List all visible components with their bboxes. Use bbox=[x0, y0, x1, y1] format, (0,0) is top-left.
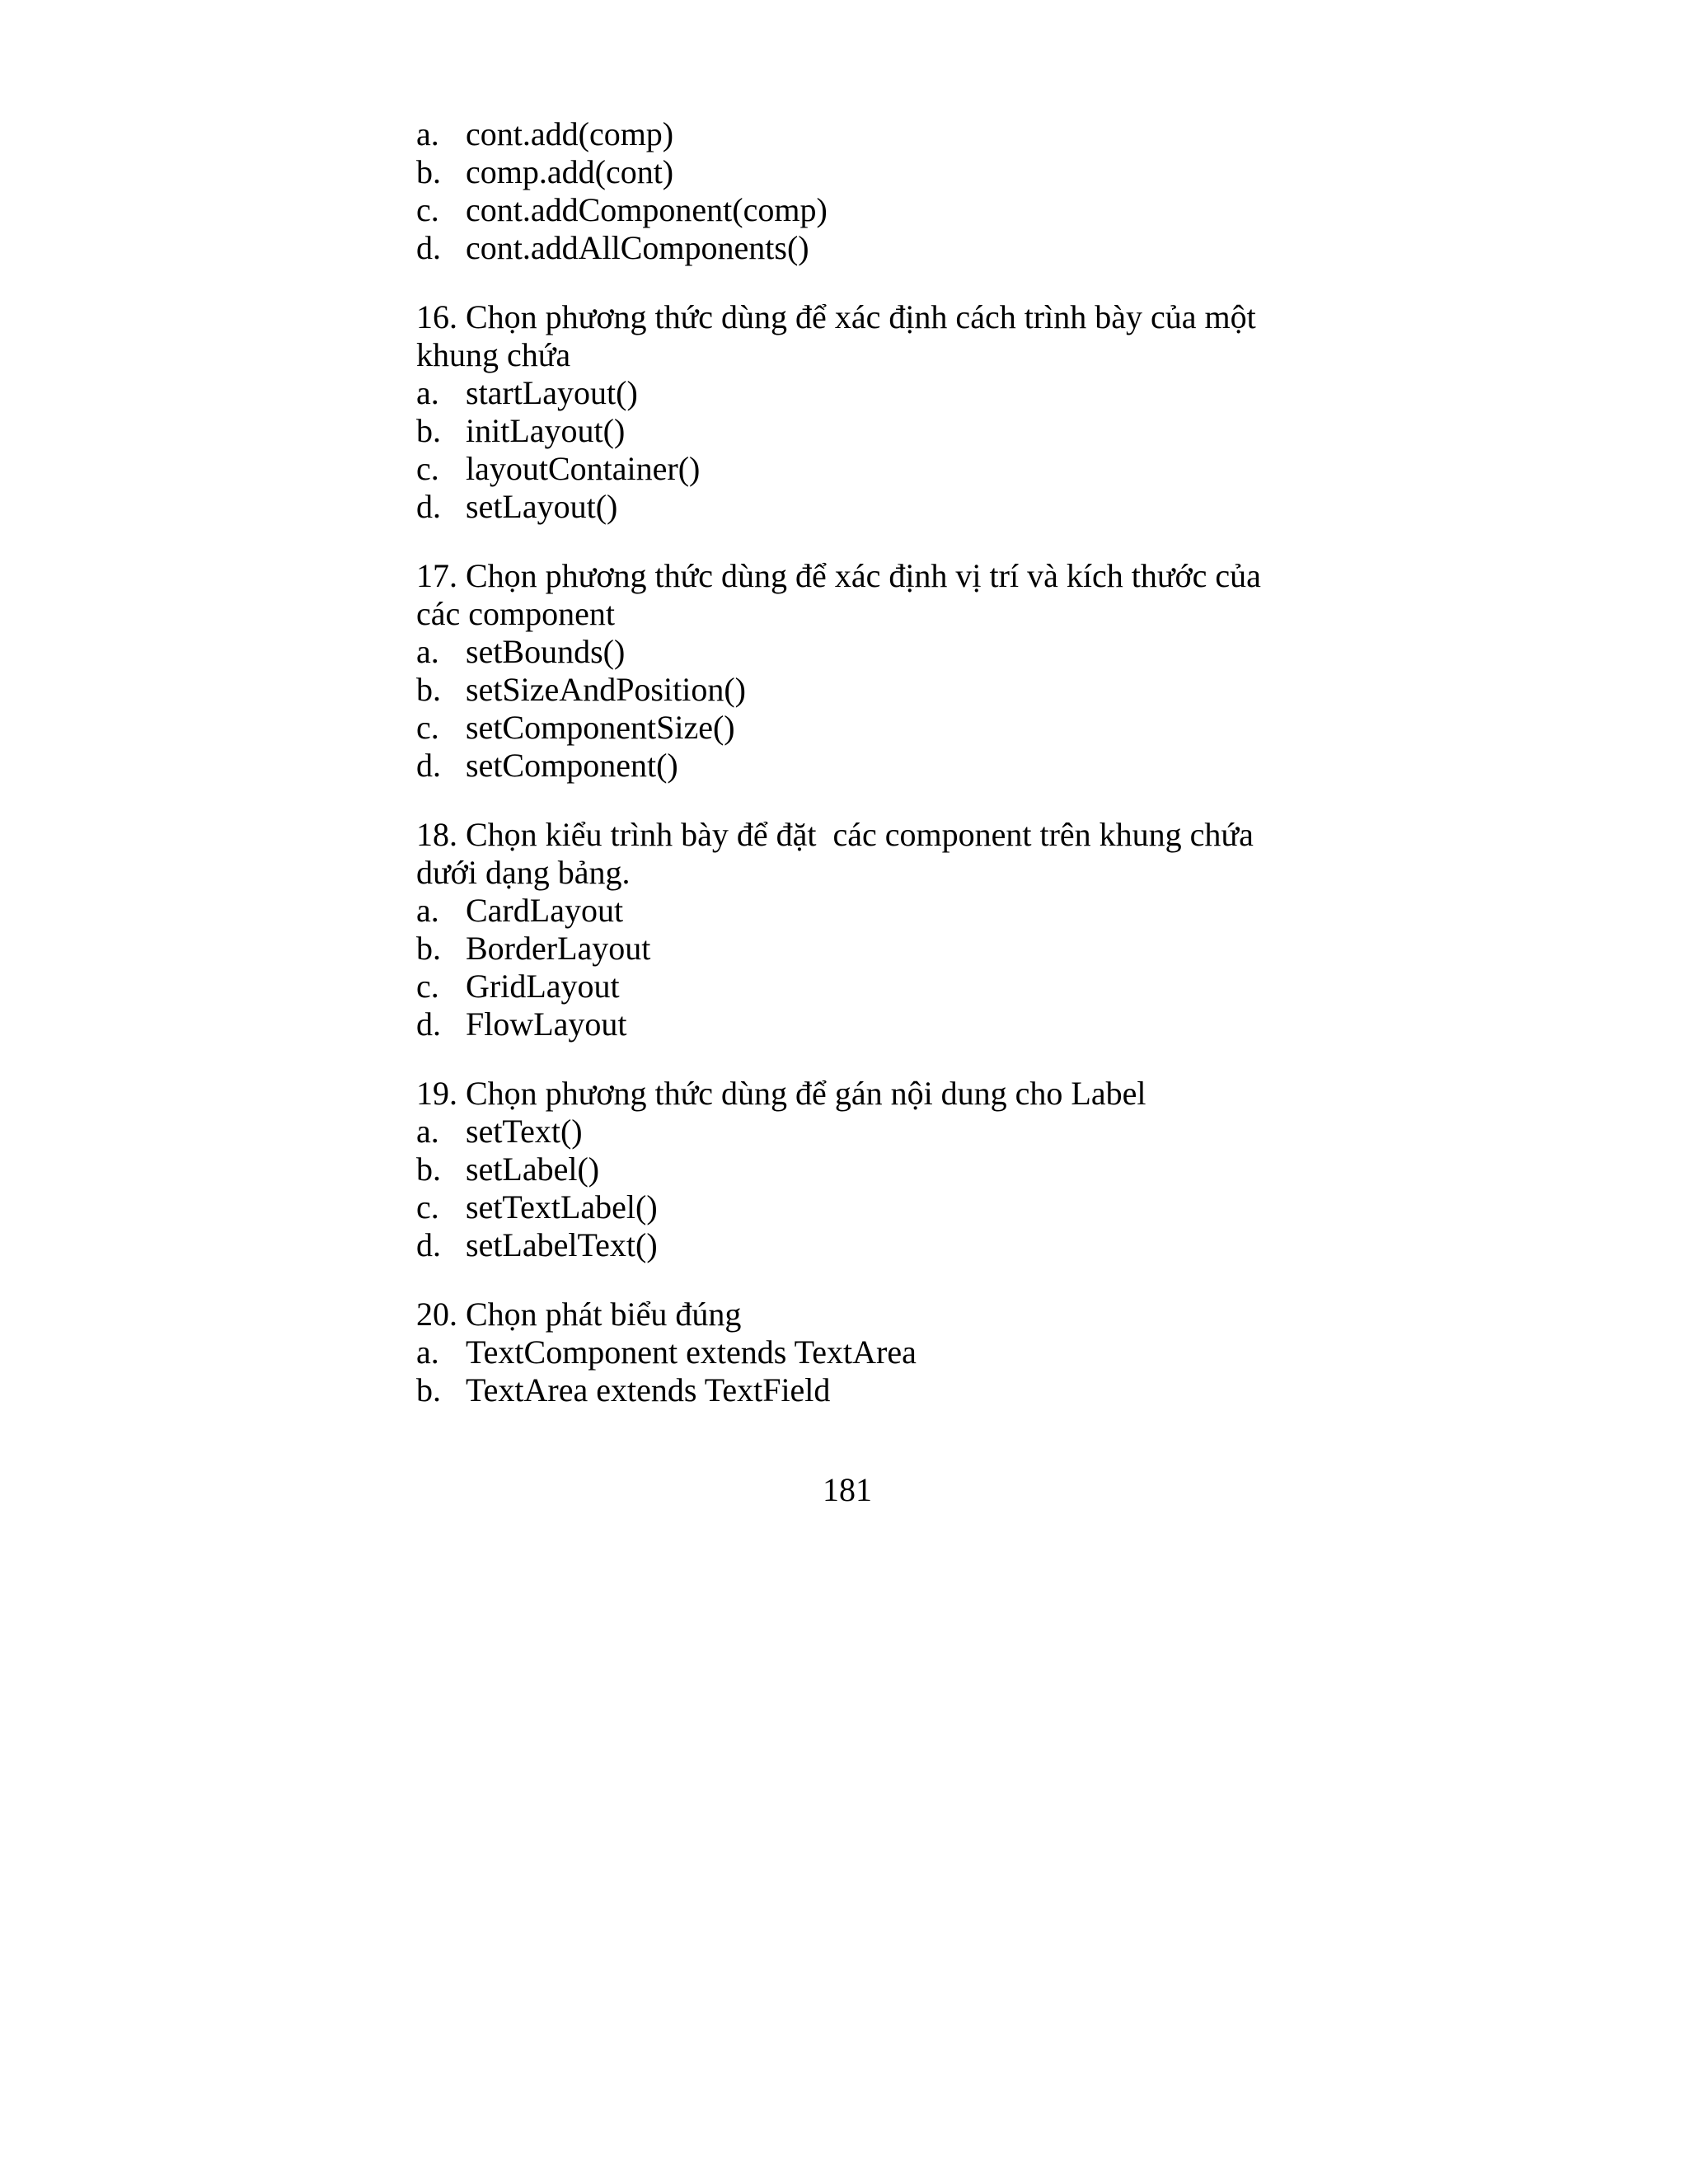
question-title-cont: dưới dạng bảng. bbox=[416, 854, 631, 891]
option-text: setText() bbox=[466, 1113, 583, 1150]
question-19 bbox=[416, 1075, 1282, 1264]
question-title: 20. Chọn phát biểu đúng bbox=[416, 1296, 742, 1333]
option-item bbox=[416, 1226, 1282, 1264]
option-item bbox=[416, 1188, 1282, 1226]
option-text: setLayout() bbox=[466, 488, 618, 525]
question-title: 18. Chọn kiểu trình bày để đặt các component trên khung chứa bbox=[416, 816, 1254, 853]
option-letter: b. bbox=[416, 153, 441, 190]
option-text: cont.addComponent(comp) bbox=[466, 191, 828, 228]
option-text: setBounds() bbox=[466, 633, 626, 670]
question-title: 19. Chọn phương thức dùng để gán nội dung cho Label bbox=[416, 1075, 1146, 1112]
question-20 bbox=[416, 1296, 1282, 1409]
option-text: BorderLayout bbox=[466, 930, 651, 967]
option-item bbox=[416, 229, 1282, 267]
option-item bbox=[416, 709, 1282, 747]
option-text: cont.add(comp) bbox=[466, 115, 674, 152]
option-item bbox=[416, 892, 1282, 930]
question-16 bbox=[416, 298, 1282, 526]
option-letter: d. bbox=[416, 747, 441, 784]
option-text: setSizeAndPosition() bbox=[466, 671, 746, 708]
question-18 bbox=[416, 816, 1282, 1043]
question-17 bbox=[416, 557, 1282, 785]
option-letter: b. bbox=[416, 930, 441, 967]
option-text: comp.add(cont) bbox=[466, 153, 674, 190]
option-text: setLabel() bbox=[466, 1151, 600, 1188]
option-text: layoutContainer() bbox=[466, 450, 701, 487]
option-text: cont.addAllComponents() bbox=[466, 229, 809, 266]
option-letter: d. bbox=[416, 1226, 441, 1263]
option-item bbox=[416, 633, 1282, 671]
question-title: 17. Chọn phương thức dùng để xác định vị trí và kích thước của bbox=[416, 557, 1261, 594]
option-letter: a. bbox=[416, 1333, 439, 1371]
option-text: GridLayout bbox=[466, 968, 620, 1005]
option-text: setComponent() bbox=[466, 747, 678, 784]
option-letter: a. bbox=[416, 1113, 439, 1150]
option-item bbox=[416, 1005, 1282, 1043]
option-item bbox=[416, 191, 1282, 229]
option-text: startLayout() bbox=[466, 374, 638, 411]
option-item bbox=[416, 1371, 1282, 1409]
option-item bbox=[416, 747, 1282, 785]
option-letter: b. bbox=[416, 671, 441, 708]
option-item bbox=[416, 374, 1282, 412]
option-letter: b. bbox=[416, 1371, 441, 1408]
option-item bbox=[416, 1151, 1282, 1188]
option-text: setTextLabel() bbox=[466, 1188, 658, 1226]
option-letter: a. bbox=[416, 633, 439, 670]
option-item bbox=[416, 1333, 1282, 1371]
option-letter: d. bbox=[416, 488, 441, 525]
option-letter: c. bbox=[416, 1188, 439, 1226]
option-text: initLayout() bbox=[466, 412, 626, 449]
option-letter: c. bbox=[416, 709, 439, 746]
option-letter: b. bbox=[416, 1151, 441, 1188]
option-item bbox=[416, 412, 1282, 450]
question-title-cont: các component bbox=[416, 595, 615, 632]
option-text: TextComponent extends TextArea bbox=[466, 1333, 917, 1371]
page-number: 181 bbox=[823, 1471, 872, 1508]
continued-options bbox=[416, 115, 1282, 267]
option-text: TextArea extends TextField bbox=[466, 1371, 831, 1408]
option-letter: a. bbox=[416, 115, 439, 152]
option-item bbox=[416, 1113, 1282, 1151]
option-item bbox=[416, 930, 1282, 968]
option-letter: d. bbox=[416, 229, 441, 266]
option-item bbox=[416, 450, 1282, 488]
option-item bbox=[416, 115, 1282, 153]
option-letter: c. bbox=[416, 191, 439, 228]
document-page bbox=[416, 115, 1282, 1409]
option-item bbox=[416, 671, 1282, 709]
option-letter: b. bbox=[416, 412, 441, 449]
option-letter: a. bbox=[416, 892, 439, 929]
option-item bbox=[416, 968, 1282, 1005]
option-letter: c. bbox=[416, 968, 439, 1005]
option-item bbox=[416, 488, 1282, 526]
option-letter: c. bbox=[416, 450, 439, 487]
option-letter: d. bbox=[416, 1005, 441, 1043]
option-text: setComponentSize() bbox=[466, 709, 735, 746]
option-item bbox=[416, 153, 1282, 191]
question-title-cont: khung chứa bbox=[416, 336, 571, 373]
question-title: 16. Chọn phương thức dùng để xác định cách trình bày của một bbox=[416, 298, 1256, 335]
option-letter: a. bbox=[416, 374, 439, 411]
option-text: setLabelText() bbox=[466, 1226, 658, 1263]
option-text: CardLayout bbox=[466, 892, 624, 929]
option-text: FlowLayout bbox=[466, 1005, 627, 1043]
